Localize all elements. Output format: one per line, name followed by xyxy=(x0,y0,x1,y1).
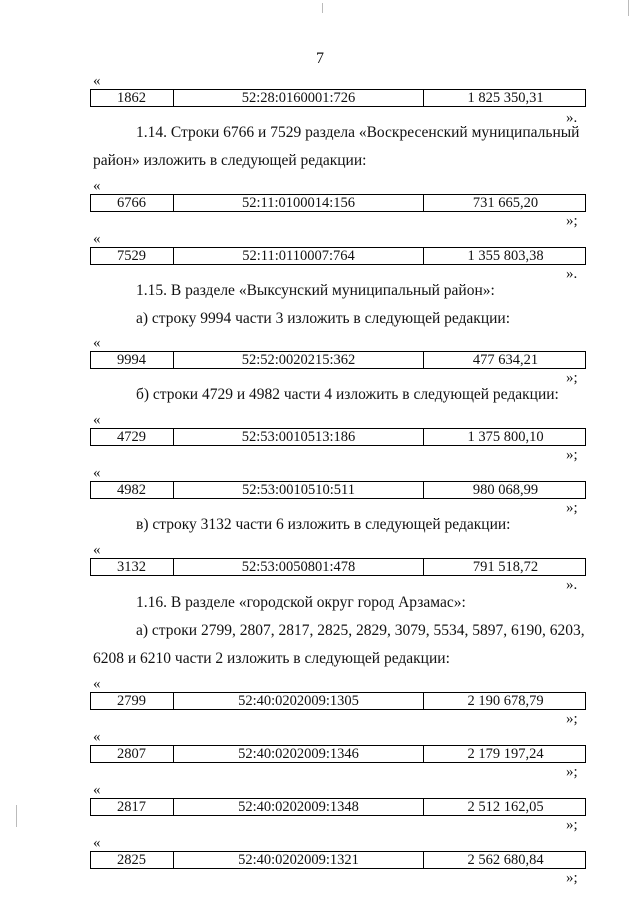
table-row xyxy=(90,745,586,763)
cadastral-number: 52:40:0202009:1321 xyxy=(174,852,424,868)
cadastral-value: 1 825 350,31 xyxy=(467,90,544,106)
paragraph-line: район» изложить в следующей редакции: xyxy=(93,152,367,169)
row-number: 4982 xyxy=(91,482,174,498)
cadastral-number: 52:53:0010513:186 xyxy=(174,429,424,445)
paragraph-line: а) строки 2799, 2807, 2817, 2825, 2829, 3079, 5534, 5897, 6190, 6203, xyxy=(136,622,585,639)
row-number: 4729 xyxy=(91,429,174,445)
table-row xyxy=(90,798,586,816)
scan-mark xyxy=(16,805,17,827)
paragraph-line: 1.14. Строки 6766 и 7529 раздела «Воскресенский муниципальный xyxy=(136,124,580,141)
open-quote: « xyxy=(93,231,101,247)
close-quote: ». xyxy=(566,577,578,593)
paragraph-line: 6208 и 6210 части 2 изложить в следующей редакции: xyxy=(93,650,450,667)
scan-mark xyxy=(322,3,323,13)
row-number: 3132 xyxy=(91,559,174,575)
paragraph-line: 1.16. В разделе «городской округ город Арзамас»: xyxy=(136,594,466,611)
close-quote: »; xyxy=(566,447,578,463)
close-quote: »; xyxy=(566,500,578,516)
open-quote: « xyxy=(93,465,101,481)
close-quote: »; xyxy=(566,370,578,386)
row-number: 1862 xyxy=(91,90,174,106)
close-quote: »; xyxy=(566,870,578,886)
open-quote: « xyxy=(93,676,101,692)
cadastral-value: 2 562 680,84 xyxy=(467,852,544,868)
row-number: 2825 xyxy=(91,852,174,868)
table-row xyxy=(90,89,586,107)
table-row xyxy=(90,558,586,576)
table-row xyxy=(90,428,586,446)
page-number: 7 xyxy=(316,50,324,67)
paragraph-line: а) строку 9994 части 3 изложить в следующей редакции: xyxy=(136,310,511,327)
close-quote: »; xyxy=(566,711,578,727)
close-quote: »; xyxy=(566,764,578,780)
open-quote: « xyxy=(93,729,101,745)
table-row xyxy=(90,692,586,710)
open-quote: « xyxy=(93,73,101,89)
cadastral-value: 477 634,21 xyxy=(472,352,539,368)
close-quote: ». xyxy=(566,266,578,282)
table-row xyxy=(90,351,586,369)
cadastral-value: 2 179 197,24 xyxy=(467,746,544,762)
cadastral-number: 52:40:0202009:1346 xyxy=(174,746,424,762)
cadastral-value: 2 190 678,79 xyxy=(467,693,544,709)
close-quote: »; xyxy=(566,213,578,229)
scan-mark xyxy=(628,0,629,16)
table-row xyxy=(90,481,586,499)
cadastral-value: 2 512 162,05 xyxy=(467,799,544,815)
cadastral-number: 52:40:0202009:1305 xyxy=(174,693,424,709)
cadastral-number: 52:53:0050801:478 xyxy=(174,559,424,575)
row-number: 2799 xyxy=(91,693,174,709)
open-quote: « xyxy=(93,835,101,851)
row-number: 7529 xyxy=(91,248,174,264)
cadastral-value: 791 518,72 xyxy=(472,559,539,575)
close-quote: »; xyxy=(566,817,578,833)
paragraph-line: в) строку 3132 части 6 изложить в следующей редакции: xyxy=(136,516,511,533)
cadastral-value: 1 375 800,10 xyxy=(467,429,544,445)
open-quote: « xyxy=(93,782,101,798)
cadastral-value: 731 665,20 xyxy=(472,195,539,211)
cadastral-number: 52:11:0110007:764 xyxy=(174,248,424,264)
table-row xyxy=(90,194,586,212)
row-number: 2817 xyxy=(91,799,174,815)
table-row xyxy=(90,247,586,265)
row-number: 6766 xyxy=(91,195,174,211)
cadastral-number: 52:52:0020215:362 xyxy=(174,352,424,368)
cadastral-value: 980 068,99 xyxy=(472,482,539,498)
close-quote: ». xyxy=(566,110,578,126)
cadastral-number: 52:40:0202009:1348 xyxy=(174,799,424,815)
open-quote: « xyxy=(93,412,101,428)
paragraph-line: 1.15. В разделе «Выксунский муниципальный район»: xyxy=(136,282,495,299)
open-quote: « xyxy=(93,178,101,194)
open-quote: « xyxy=(93,542,101,558)
row-number: 9994 xyxy=(91,352,174,368)
cadastral-number: 52:28:0160001:726 xyxy=(174,90,424,106)
table-row xyxy=(90,851,586,869)
cadastral-number: 52:11:0100014:156 xyxy=(174,195,424,211)
row-number: 2807 xyxy=(91,746,174,762)
open-quote: « xyxy=(93,335,101,351)
paragraph-line: б) строки 4729 и 4982 части 4 изложить в следующей редакции: xyxy=(136,386,559,403)
cadastral-value: 1 355 803,38 xyxy=(467,248,544,264)
cadastral-number: 52:53:0010510:511 xyxy=(174,482,424,498)
